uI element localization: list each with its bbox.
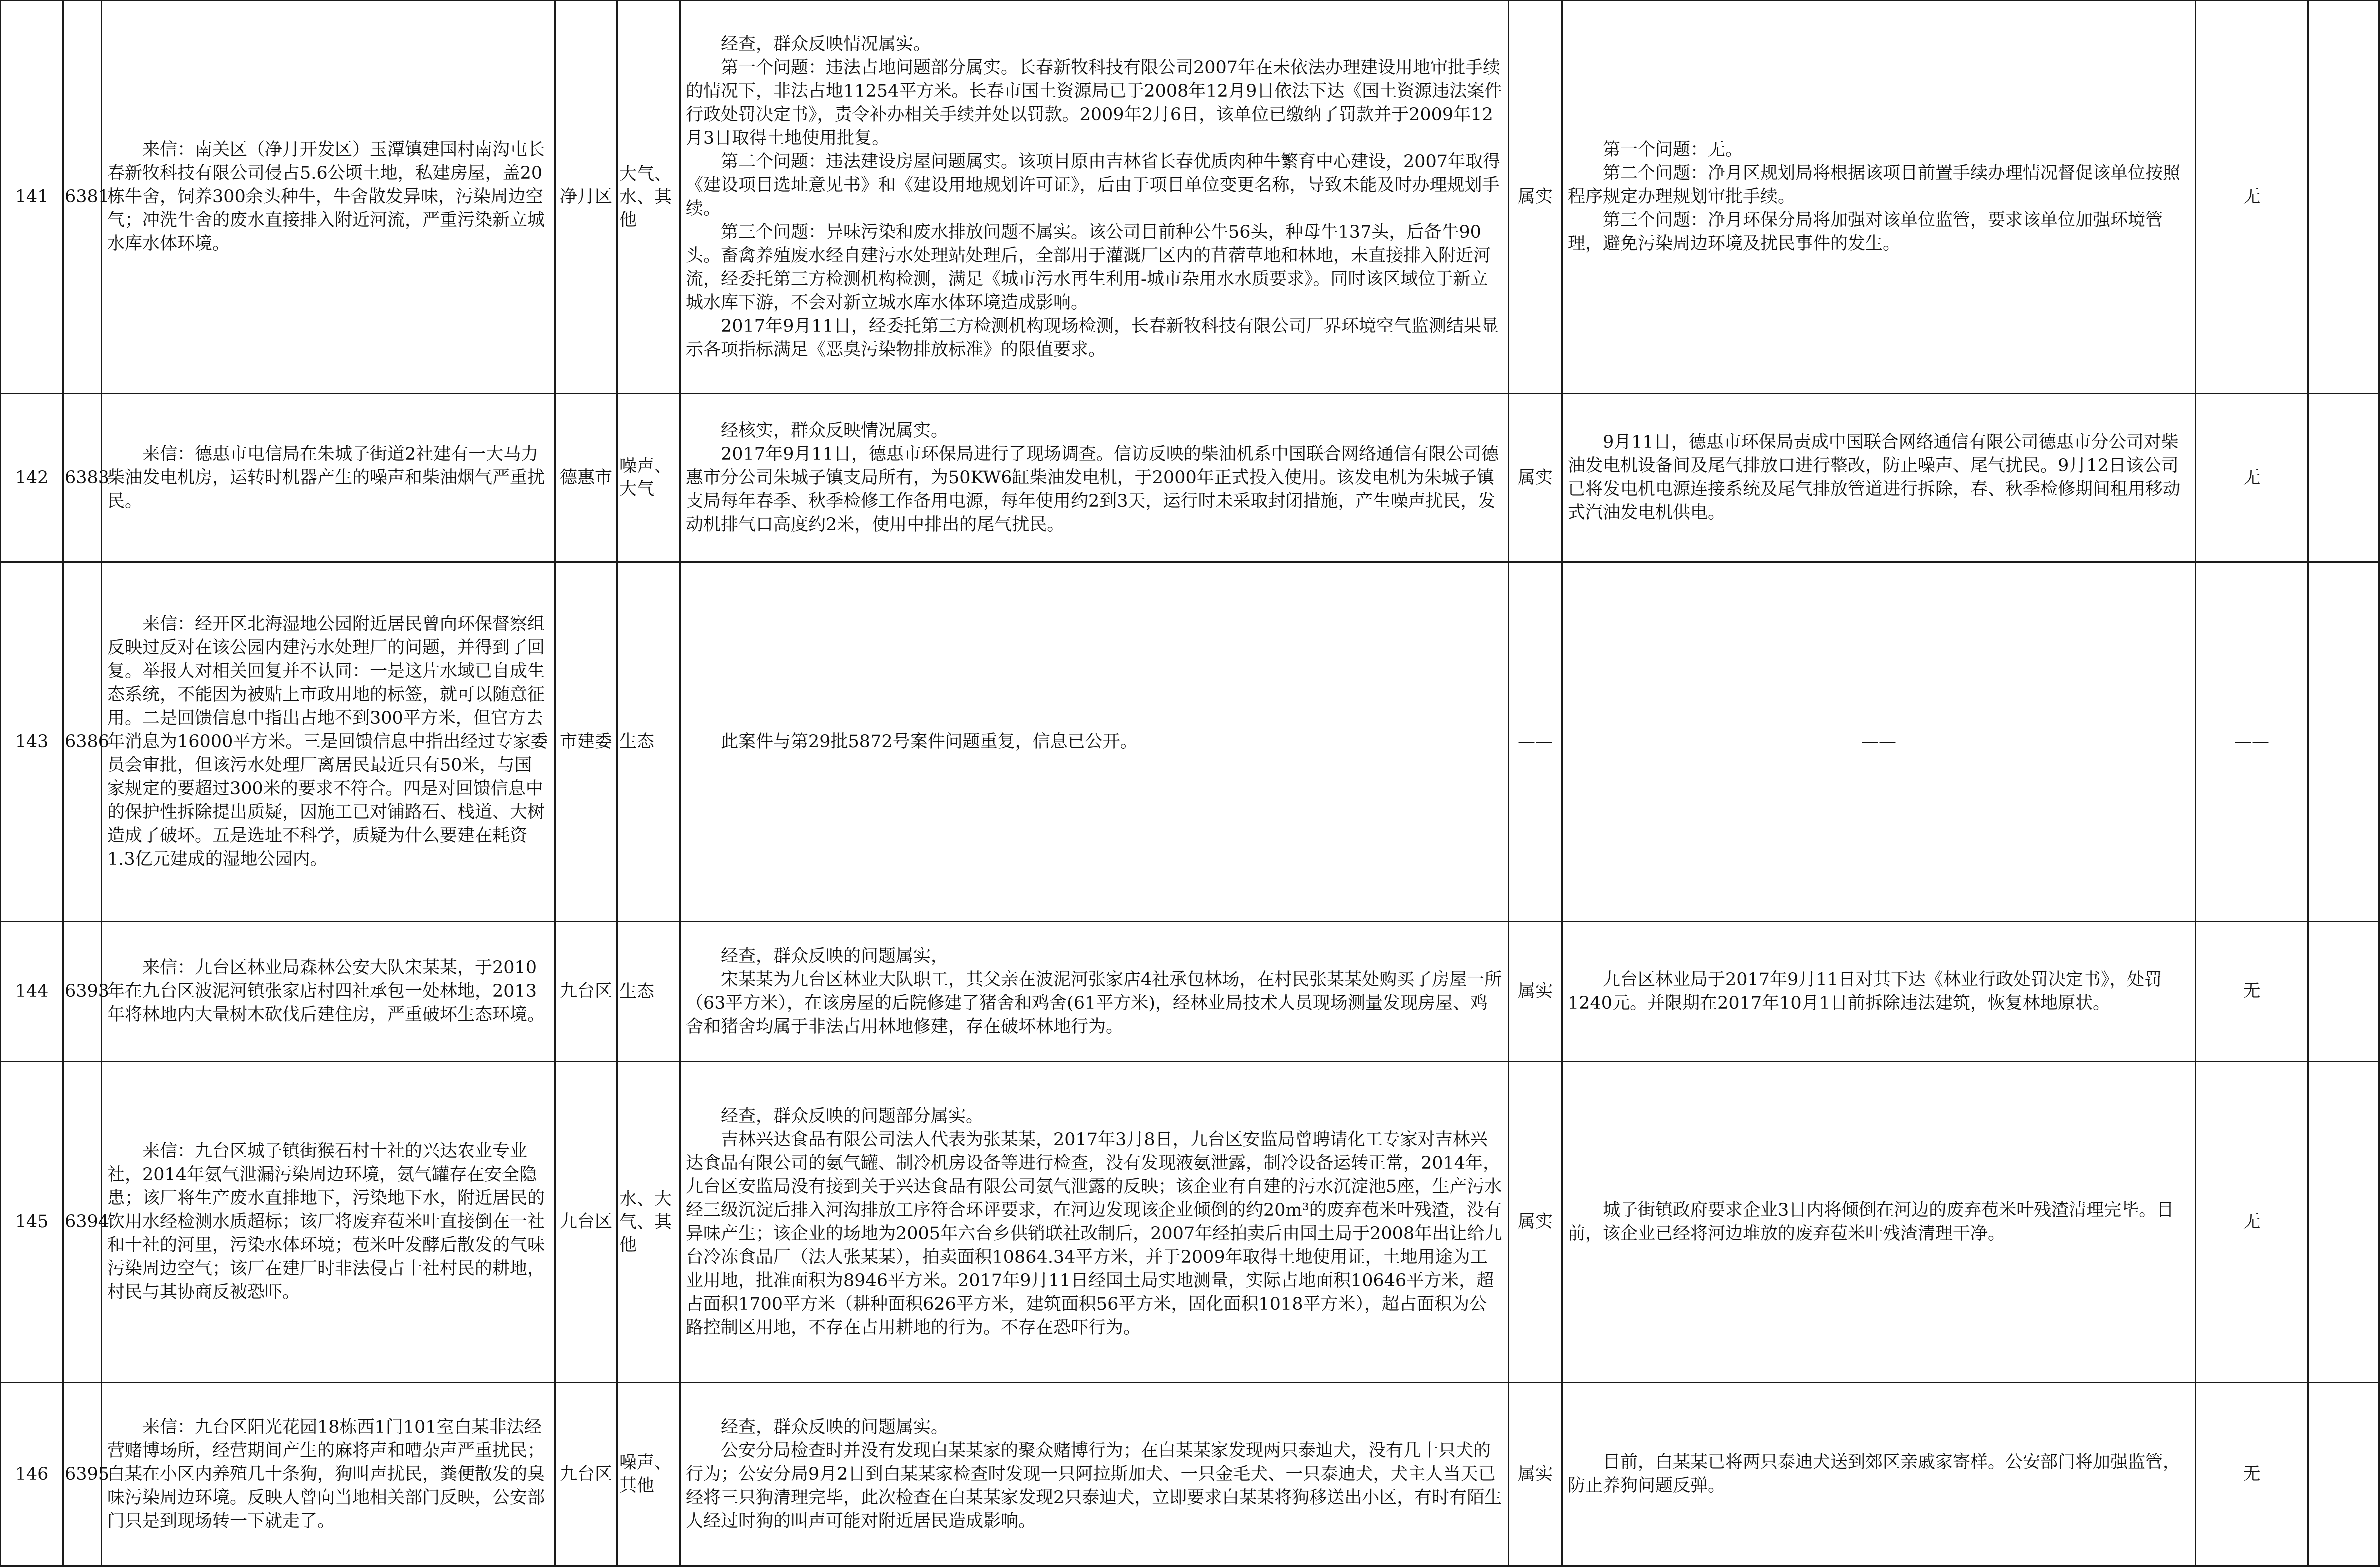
complaint-text: 来信：南关区（净月开发区）玉潭镇建国村南沟屯长春新牧科技有限公司侵占5.6公顷土地，私建房屋，盖20栋牛舍，饲养300余头种牛，牛舍散发异味，污染周边空气；冲洗牛舍的废水直接排入附近河流，严重污染新立城水库水体环境。 — [102, 1, 556, 394]
accountability: 无 — [2196, 1, 2308, 394]
pollution-type: 水、大气、其他 — [618, 1062, 680, 1383]
table-row — [1, 562, 2380, 922]
row-number: 142 — [1, 394, 64, 562]
findings-paragraph: 经查，群众反映情况属实。 — [721, 34, 932, 54]
findings-paragraph: 公安分局检查时并没有发现白某某家的聚众赌博行为；在白某某家发现两只泰迪犬，没有几十只犬的行为；公安分局9月2日到白某某家检查时发现一只阿拉斯加犬、一只金毛犬、一只泰迪犬，犬主人当天已经将三只狗清理完毕，此次检查在白某某家发现2只泰迪犬，立即要求白某某将狗移送出小区，有时有陌生人经过时狗的叫声可能对附近居民造成影响。 — [686, 1440, 1502, 1532]
investigation-findings — [680, 1, 1509, 394]
responsible-area: 市建委 — [556, 562, 618, 922]
remark — [2308, 394, 2380, 562]
findings-paragraph: 宋某某为九台区林业大队职工，其父亲在波泥河张家店4社承包林场，在村民张某某处购买了房屋一所（63平方米），在该房屋的后院修建了猪舍和鸡舍(61平方米)，经林业局技术人员现场测量发现房屋、鸡舍和猪舍均属于非法占用林地修建，存在破坏林地行为。 — [686, 970, 1502, 1037]
table-row — [1, 394, 2380, 562]
table-row — [1, 1062, 2380, 1383]
accountability: 无 — [2196, 1383, 2308, 1566]
findings-paragraph: 此案件与第29批5872号案件问题重复，信息已公开。 — [721, 732, 1138, 752]
remark — [2308, 1, 2380, 394]
accountability: —— — [2196, 562, 2308, 922]
pollution-type: 噪声、大气 — [618, 394, 680, 562]
complaint-text: 来信：经开区北海湿地公园附近居民曾向环保督察组反映过反对在该公园内建污水处理厂的问题，并得到了回复。举报人对相关回复并不认同：一是这片水域已自成生态系统，不能因为被贴上市政用地的标签，就可以随意征用。二是回馈信息中指出占地不到300平方米，但官方去年消息为16000平方米。三是回馈信息中指出经过专家委员会审批，但该污水处理厂离居民最近只有50米，与国家规定的要超过300米的要求不符合。四是对回馈信息中的保护性拆除提出质疑，因施工已对铺路石、栈道、大树造成了破坏。五是选址不科学，质疑为什么要建在耗资1.3亿元建成的湿地公园内。 — [102, 562, 556, 922]
verdict: 属实 — [1509, 1, 1562, 394]
case-id: 6393 — [64, 922, 102, 1062]
remark — [2308, 1383, 2380, 1566]
handling-measures — [1562, 1, 2196, 394]
handling-measures — [1562, 1383, 2196, 1566]
case-id: 6386 — [64, 562, 102, 922]
accountability: 无 — [2196, 1062, 2308, 1383]
case-id: 6381 — [64, 1, 102, 394]
responsible-area: 九台区 — [556, 922, 618, 1062]
investigation-findings — [680, 1383, 1509, 1566]
verdict: 属实 — [1509, 922, 1562, 1062]
remark — [2308, 1062, 2380, 1383]
row-number: 143 — [1, 562, 64, 922]
investigation-findings — [680, 562, 1509, 922]
handling-measures — [1562, 1062, 2196, 1383]
remark — [2308, 562, 2380, 922]
verdict: —— — [1509, 562, 1562, 922]
table-row — [1, 1, 2380, 394]
row-number: 146 — [1, 1383, 64, 1566]
findings-paragraph: 第一个问题：违法占地问题部分属实。长春新牧科技有限公司2007年在未依法办理建设用地审批手续的情况下，非法占地11254平方米。长春市国土资源局已于2008年12月9日依法下达《国土资源违法案件行政处罚决定书》，责令补办相关手续并处以罚款。2009年2月6日，该单位已缴纳了罚款并于2009年12月3日取得土地使用批复。 — [686, 58, 1502, 148]
investigation-findings — [680, 922, 1509, 1062]
complaint-text: 来信：九台区林业局森林公安大队宋某某，于2010年在九台区波泥河镇张家店村四社承包一处林地，2013年将林地内大量树木砍伐后建住房，严重破坏生态环境。 — [102, 922, 556, 1062]
case-id: 6383 — [64, 394, 102, 562]
responsible-area: 九台区 — [556, 1062, 618, 1383]
pollution-type: 生态 — [618, 562, 680, 922]
table-row — [1, 1383, 2380, 1566]
case-id: 6394 — [64, 1062, 102, 1383]
handling-paragraph: 九台区林业局于2017年9月11日对其下达《林业行政处罚决定书》，处罚1240元。并限期在2017年10月1日前拆除违法建筑，恢复林地原状。 — [1568, 970, 2162, 1014]
findings-paragraph: 经查，群众反映的问题部分属实。 — [721, 1106, 984, 1126]
row-number: 145 — [1, 1062, 64, 1383]
accountability: 无 — [2196, 922, 2308, 1062]
accountability: 无 — [2196, 394, 2308, 562]
complaint-text: 来信：九台区阳光花园18栋西1门101室白某非法经营赌博场所，经营期间产生的麻将声和嘈杂声严重扰民；白某在小区内养殖几十条狗，狗叫声扰民，粪便散发的臭味污染周边环境。反映人曾向当地相关部门反映，公安部门只是到现场转一下就走了。 — [102, 1383, 556, 1566]
findings-paragraph: 2017年9月11日，经委托第三方检测机构现场检测，长春新牧科技有限公司厂界环境空气监测结果显示各项指标满足《恶臭污染物排放标准》的限值要求。 — [686, 316, 1499, 360]
case-id: 6395 — [64, 1383, 102, 1566]
row-number: 144 — [1, 922, 64, 1062]
verdict: 属实 — [1509, 1062, 1562, 1383]
findings-paragraph: 经核实，群众反映情况属实。 — [721, 420, 949, 441]
handling-measures: —— — [1562, 562, 2196, 922]
pollution-type: 噪声、其他 — [618, 1383, 680, 1566]
investigation-findings — [680, 1062, 1509, 1383]
responsible-area: 净月区 — [556, 1, 618, 394]
handling-measures — [1562, 922, 2196, 1062]
complaint-text: 来信：德惠市电信局在朱城子街道2社建有一大马力柴油发电机房，运转时机器产生的噪声和柴油烟气严重扰民。 — [102, 394, 556, 562]
investigation-findings — [680, 394, 1509, 562]
handling-paragraph: 目前，白某某已将两只泰迪犬送到郊区亲戚家寄样。公安部门将加强监管，防止养狗问题反弹。 — [1568, 1452, 2181, 1496]
responsible-area: 九台区 — [556, 1383, 618, 1566]
remark — [2308, 922, 2380, 1062]
findings-paragraph: 第二个问题：违法建设房屋问题属实。该项目原由吉林省长春优质肉种牛繁育中心建设，2007年取得《建设项目选址意见书》和《建设用地规划许可证》，后由于项目单位变更名称，导致未能及时办理规划手续。 — [686, 152, 1501, 219]
findings-paragraph: 经查，群众反映的问题属实。 — [721, 1417, 949, 1438]
row-number: 141 — [1, 1, 64, 394]
complaint-text: 来信：九台区城子镇街猴石村十社的兴达农业专业社，2014年氨气泄漏污染周边环境，氨气罐存在安全隐患；该厂将生产废水直排地下，污染地下水，附近居民的饮用水经检测水质超标；该厂将废弃苞米叶直接倒在一社和十社的河里，污染水体环境；苞米叶发酵后散发的气味污染周边空气；该厂在建厂时非法侵占十社村民的耕地，村民与其协商反被恐吓。 — [102, 1062, 556, 1383]
pollution-type: 生态 — [618, 922, 680, 1062]
findings-paragraph: 吉林兴达食品有限公司法人代表为张某某，2017年3月8日，九台区安监局曾聘请化工专家对吉林兴达食品有限公司的氨气罐、制冷机房设备等进行检查，没有发现液氨泄露，制冷设备运转正常，2014年，九台区安监局没有接到关于兴达食品有限公司氨气泄露的反映；该企业有自建的污水沉淀池5座，生产污水经三级沉淀后排入河沟排放工序符合环评要求，在河边发现该企业倾倒的约20m³的废弃苞米叶残渣，没有异味产生；该企业的场地为2005年六台乡供销联社改制后，2007年经拍卖后由国土局于2008年出让给九台冷冻食品厂（法人张某某），拍卖面积10864.34平方米，并于2009年取得土地使用证，土地用途为工业用地，批准面积为8946平方米。2017年9月11日经国土局实地测量，实际占地面积10646平方米，超占面积1700平方米（耕种面积626平方米，建筑面积56平方米，固化面积1018平方米），超占面积为公路控制区用地，不存在占用耕地的行为。不存在恐吓行为。 — [686, 1130, 1502, 1338]
findings-paragraph: 经查，群众反映的问题属实， — [721, 946, 949, 966]
handling-paragraph: 第三个问题：净月环保分局将加强对该单位监管，要求该单位加强环境管理，避免污染周边环境及扰民事件的发生。 — [1568, 210, 2164, 254]
handling-measures — [1562, 394, 2196, 562]
verdict: 属实 — [1509, 1383, 1562, 1566]
verdict: 属实 — [1509, 394, 1562, 562]
handling-paragraph: 城子街镇政府要求企业3日内将倾倒在河边的废弃苞米叶残渣清理完毕。目前，该企业已经将河边堆放的废弃苞米叶残渣清理干净。 — [1568, 1200, 2174, 1244]
pollution-type: 大气、水、其他 — [618, 1, 680, 394]
responsible-area: 德惠市 — [556, 394, 618, 562]
handling-paragraph: 第二个问题：净月区规划局将根据该项目前置手续办理情况督促该单位按照程序规定办理规划审批手续。 — [1568, 164, 2181, 207]
handling-paragraph: 第一个问题：无。 — [1603, 140, 1744, 160]
table-row — [1, 922, 2380, 1062]
findings-paragraph: 2017年9月11日，德惠市环保局进行了现场调查。信访反映的柴油机系中国联合网络通信有限公司德惠市分公司朱城子镇支局所有，为50KW6缸柴油发电机，于2000年正式投入使用。该发电机为朱城子镇支局每年春季、秋季检修工作备用电源，每年使用约2到3天，运行时未采取封闭措施，产生噪声扰民，发动机排气口高度约2米，使用中排出的尾气扰民。 — [686, 444, 1499, 535]
handling-paragraph: 9月11日，德惠市环保局责成中国联合网络通信有限公司德惠市分公司对柴油发电机设备间及尾气排放口进行整改，防止噪声、尾气扰民。9月12日该公司已将发电机电源连接系统及尾气排放管道进行拆除，春、秋季检修期间租用移动式汽油发电机供电。 — [1568, 432, 2181, 523]
findings-paragraph: 第三个问题：异味污染和废水排放问题不属实。该公司目前种公牛56头，种母牛137头，后备牛90头。畜禽养殖废水经自建污水处理站处理后，全部用于灌溉厂区内的苜蓿草地和林地，未直接排入附近河流，经委托第三方检测机构检测，满足《城市污水再生利用-城市杂用水水质要求》。同时该区域位于新立城水库下游，不会对新立城水库水体环境造成影响。 — [686, 222, 1492, 313]
